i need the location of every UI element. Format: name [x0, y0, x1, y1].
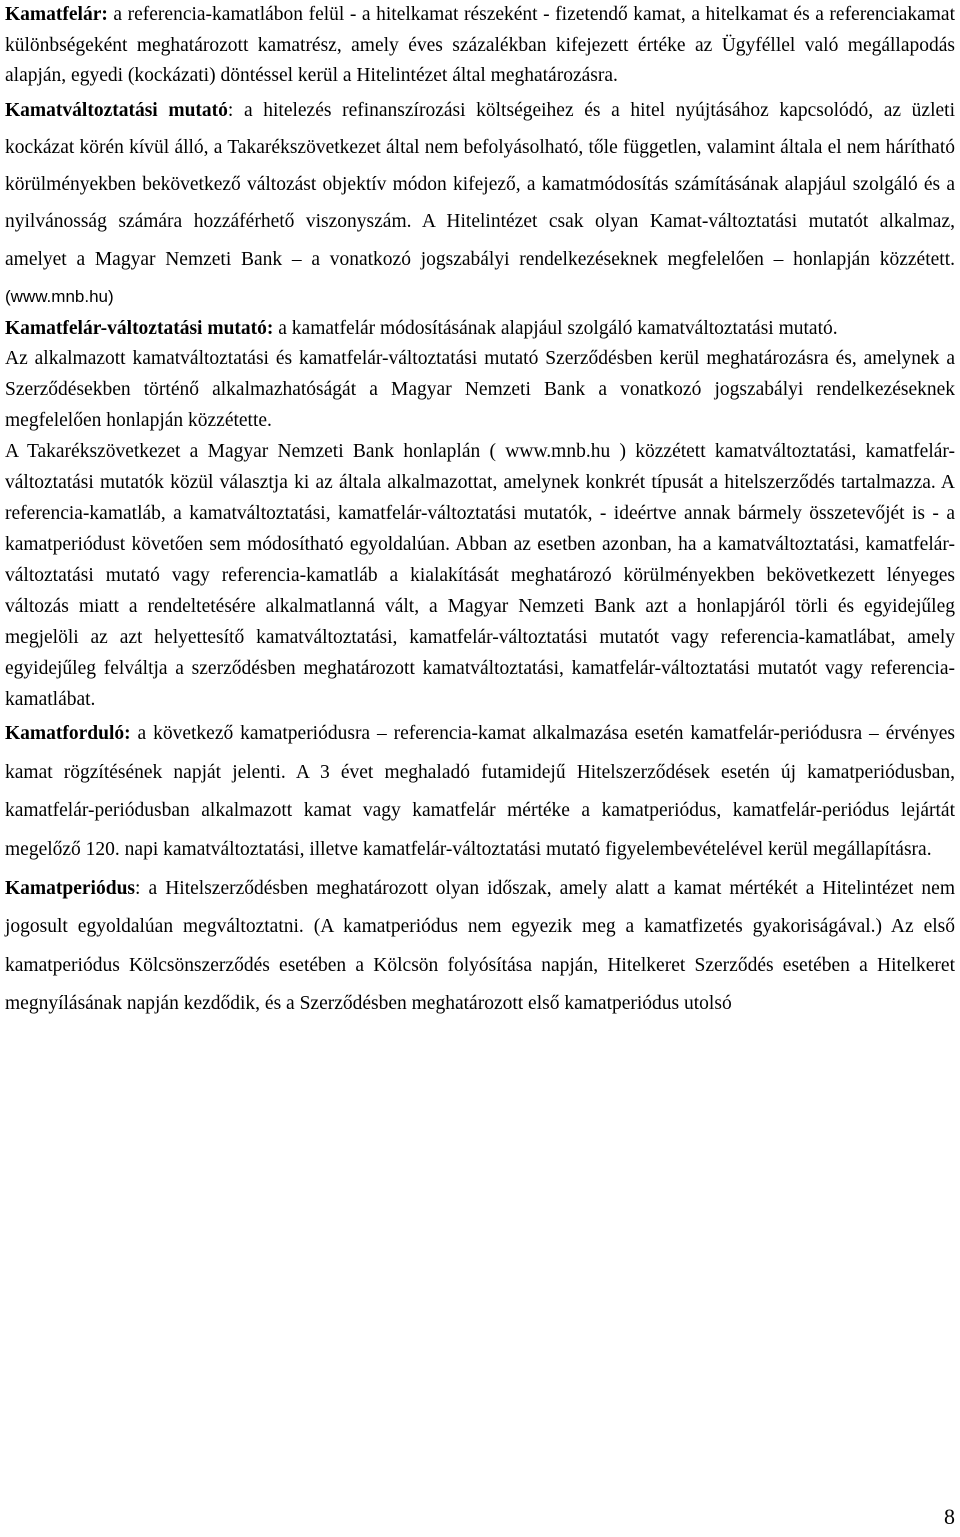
definition-text: : a Hitelszerződésben meghatározott olyan időszak, amely alatt a kamat mértékét a Hitelintézet nem jogosult egyoldalúan megváltoztatni. (A kamatperiódus nem egyezik meg a kamatfizetés gyakoriságával.) Az első kamatperiódus Kölcsönszerződés esetében a Kölcsön folyósítása napján, Hitelkeret Szerződés esetében a Hitelkeret megnyílásának napján kezdődik, és a Szerződésben meghatározott első kamatperiódus utolsó [5, 877, 955, 1015]
definition-kamatperiodus [5, 870, 955, 1024]
definition-text: a referencia-kamatlábon felül - a hitelkamat részeként - fizetendő kamat, a hitelkamat és a referenciakamat különbségeként meghatározott kamatrész, amely éves százalékban kifejezett értéke az Ügyféllel való megállapodás alapján, egyedi (kockázati) döntéssel kerül a Hitelintézet által meghatározásra. [5, 4, 955, 86]
term-label: Kamatforduló: [5, 723, 131, 745]
definition-text: a kamatfelár módosításának alapjául szolgáló kamatváltoztatási mutató. [273, 318, 838, 340]
definition-text: a következő kamatperiódusra – referencia-kamat alkalmazása esetén kamatfelár-periódusra – érvényes kamat rögzítésének napját jelenti. A 3 évet meghaladó futamidejű Hitelszerződések esetén új kamatperiódusban, kamatfelár-periódusban alkalmazott kamat vagy kamatfelár mértéke a kamatperiódus, kamatfelár-periódus lejártát megelőző 120. napi kamatváltoztatási, illetve kamatfelár-változtatási mutató figyelembevételével kerül megállapításra. [5, 723, 955, 861]
definition-kamatfelar-valtoztatasi-mutato [5, 315, 955, 343]
term-label: Kamatváltoztatási mutató [5, 99, 228, 121]
document-page [5, 0, 955, 1024]
paragraph-text: A Takarékszövetkezet a Magyar Nemzeti Bank honlaplán ( www.mnb.hu ) közzétett kamatváltoztatási, kamatfelár-változtatási mutatók közül választja ki az általa alkalmazottat, amelynek konkrét típusát a hitelszerződés tartalmazza. A referencia-kamatláb, a kamatváltoztatási, kamatfelár-változtatási mutatók, - ideértve annak bármely összetevőjét is - a kamatperiódust követően sem módosítható egyoldalúan. Abban az esetben azonban, ha a kamatváltoztatási, kamatfelár-változtatási mutató vagy referencia-kamatláb a kialakítását meghatározó körülményekben bekövetkezett lényeges változás miatt a rendeltetésére alkalmatlanná vált, a Magyar Nemzeti Bank azt a honlapjáról törli és egyidejűleg megjelöli az azt helyettesítő kamatváltoztatási, kamatfelár-változtatási mutatót vagy referencia-kamatlábat, amely egyidejűleg felváltja a szerződésben meghatározott kamatváltoztatási, kamatfelár-változtatási mutatót vagy referencia-kamatlábat. [5, 441, 955, 711]
definition-text: : a hitelezés refinanszírozási költségeihez és a hitel nyújtásához kapcsolódó, az üzleti kockázat körén kívül álló, a Takarékszövetkezet által nem befolyásolható, tőle független, valamint általa el nem hárítható körülményekben bekövetkező változást objektív módon kifejező, a kamatmódosítás számításának alapjául szolgáló és a nyilvánosság számára hozzáférhető viszonyszám. A Hitelintézet csak olyan Kamat-változtatási mutatót alkalmaz, amelyet a Magyar Nemzeti Bank – a vonatkozó jogszabályi rendelkezéseknek megfelelően – honlapján közzétett. [5, 99, 955, 270]
definition-kamatfordulo [5, 715, 955, 869]
body-paragraph [5, 343, 955, 436]
term-label: Kamatperiódus [5, 877, 136, 899]
definition-kamatfelar [5, 0, 955, 92]
term-label: Kamatfelár-változtatási mutató: [5, 318, 274, 340]
term-label: Kamatfelár: [5, 4, 108, 25]
definition-kamatvaltoztatasi-mutato [5, 92, 955, 316]
page-number: 8 [944, 1504, 955, 1529]
mnb-link[interactable]: (www.mnb.hu) [5, 286, 114, 306]
body-paragraph [5, 436, 955, 715]
paragraph-text: Az alkalmazott kamatváltoztatási és kamatfelár-változtatási mutató Szerződésben kerül meghatározásra és, amelynek a Szerződésekben történő alkalmazhatóságát a Magyar Nemzeti Bank a vonatkozó jogszabályi rendelkezéseknek megfelelően honlapján közzétette. [5, 348, 955, 432]
